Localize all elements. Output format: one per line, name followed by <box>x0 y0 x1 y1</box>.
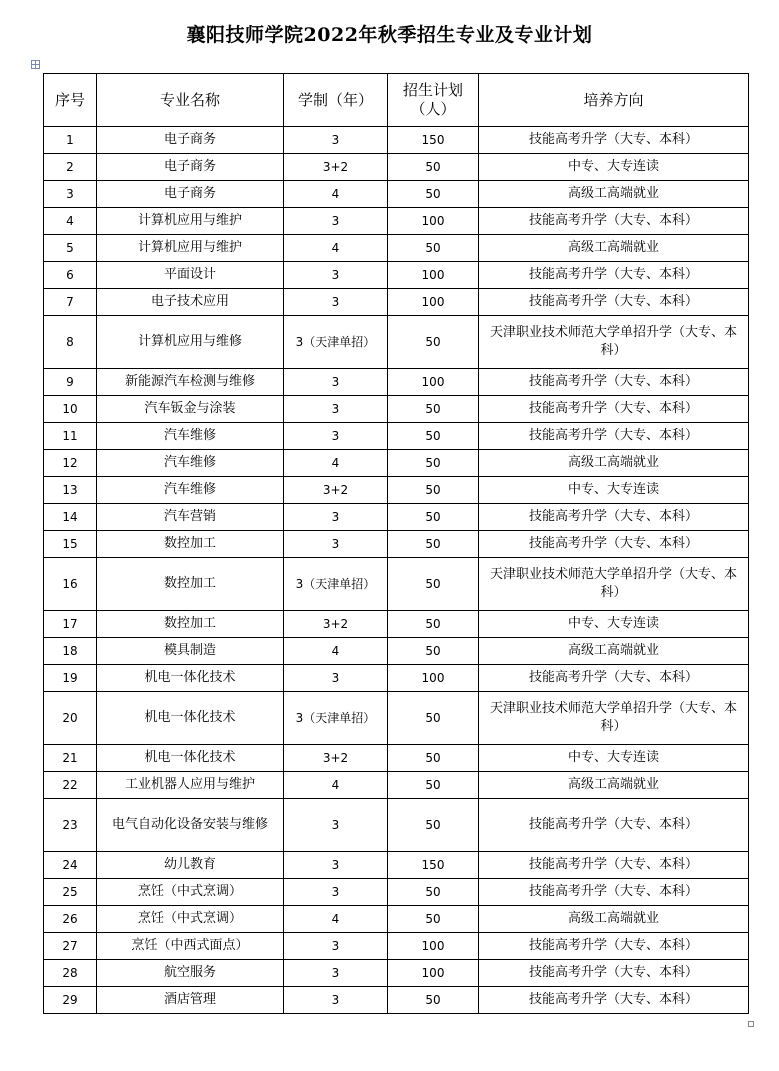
table-body <box>44 127 749 1014</box>
cell-direction: 技能高考升学（大专、本科） <box>479 504 749 531</box>
cell-major: 模具制造 <box>97 638 284 665</box>
cell-quota: 50 <box>388 531 479 558</box>
cell-duration: 3 <box>284 531 388 558</box>
cell-index: 25 <box>44 879 97 906</box>
cell-duration: 4 <box>284 181 388 208</box>
cell-major: 酒店管理 <box>97 987 284 1014</box>
cell-index: 11 <box>44 423 97 450</box>
cell-major: 平面设计 <box>97 262 284 289</box>
cell-quota: 50 <box>388 638 479 665</box>
cell-index: 28 <box>44 960 97 987</box>
cell-direction: 中专、大专连读 <box>479 611 749 638</box>
cell-duration: 3 <box>284 208 388 235</box>
table-row <box>44 208 749 235</box>
cell-index: 13 <box>44 477 97 504</box>
cell-quota: 50 <box>388 879 479 906</box>
cell-quota: 50 <box>388 772 479 799</box>
cell-direction: 技能高考升学（大专、本科） <box>479 852 749 879</box>
header-index: 序号 <box>44 74 97 127</box>
cell-major: 电子技术应用 <box>97 289 284 316</box>
cell-major: 计算机应用与维护 <box>97 235 284 262</box>
cell-major: 电子商务 <box>97 181 284 208</box>
table-row <box>44 879 749 906</box>
cell-major: 数控加工 <box>97 611 284 638</box>
cell-index: 9 <box>44 369 97 396</box>
cell-quota: 50 <box>388 906 479 933</box>
cell-major: 电气自动化设备安装与维修 <box>97 799 284 852</box>
cell-direction: 技能高考升学（大专、本科） <box>479 262 749 289</box>
cell-major: 电子商务 <box>97 154 284 181</box>
table-row <box>44 852 749 879</box>
cell-duration: 3 <box>284 987 388 1014</box>
table-row <box>44 316 749 369</box>
cell-direction: 高级工高端就业 <box>479 906 749 933</box>
table-row <box>44 235 749 262</box>
cell-quota: 100 <box>388 933 479 960</box>
cell-major: 汽车维修 <box>97 423 284 450</box>
table-row <box>44 477 749 504</box>
cell-duration: 4 <box>284 235 388 262</box>
enrollment-plan-table <box>43 73 749 1014</box>
cell-duration: 3 <box>284 289 388 316</box>
cell-quota: 100 <box>388 960 479 987</box>
cell-quota: 50 <box>388 450 479 477</box>
cell-index: 12 <box>44 450 97 477</box>
table-row <box>44 960 749 987</box>
cell-major: 计算机应用与维护 <box>97 208 284 235</box>
cell-index: 5 <box>44 235 97 262</box>
table-row <box>44 531 749 558</box>
cell-quota: 50 <box>388 611 479 638</box>
header-direction: 培养方向 <box>479 74 749 127</box>
cell-direction: 技能高考升学（大专、本科） <box>479 665 749 692</box>
cell-quota: 100 <box>388 369 479 396</box>
cell-index: 2 <box>44 154 97 181</box>
cell-duration: 3+2 <box>284 611 388 638</box>
cell-direction: 天津职业技术师范大学单招升学（大专、本科） <box>479 558 749 611</box>
cell-major: 汽车钣金与涂装 <box>97 396 284 423</box>
table-row <box>44 396 749 423</box>
cell-index: 4 <box>44 208 97 235</box>
cell-direction: 技能高考升学（大专、本科） <box>479 127 749 154</box>
cell-index: 22 <box>44 772 97 799</box>
cell-index: 20 <box>44 692 97 745</box>
header-major: 专业名称 <box>97 74 284 127</box>
cell-quota: 50 <box>388 235 479 262</box>
cell-duration: 3 <box>284 799 388 852</box>
cell-duration: 3 <box>284 262 388 289</box>
cell-direction: 天津职业技术师范大学单招升学（大专、本科） <box>479 692 749 745</box>
table-row <box>44 181 749 208</box>
cell-direction: 高级工高端就业 <box>479 450 749 477</box>
table-row <box>44 933 749 960</box>
cell-direction: 技能高考升学（大专、本科） <box>479 289 749 316</box>
table-row <box>44 154 749 181</box>
page-title: 襄阳技师学院2022年秋季招生专业及专业计划 <box>186 24 593 46</box>
cell-major: 幼儿教育 <box>97 852 284 879</box>
table-move-handle-icon[interactable] <box>31 60 40 69</box>
cell-direction: 技能高考升学（大专、本科） <box>479 208 749 235</box>
header-duration: 学制（年） <box>284 74 388 127</box>
cell-major: 机电一体化技术 <box>97 745 284 772</box>
cell-direction: 技能高考升学（大专、本科） <box>479 879 749 906</box>
cell-quota: 50 <box>388 504 479 531</box>
cell-major: 工业机器人应用与维护 <box>97 772 284 799</box>
cell-index: 7 <box>44 289 97 316</box>
cell-quota: 50 <box>388 396 479 423</box>
table-row <box>44 692 749 745</box>
cell-major: 机电一体化技术 <box>97 665 284 692</box>
cell-major: 烹饪（中式烹调） <box>97 906 284 933</box>
cell-duration: 3 <box>284 369 388 396</box>
cell-quota: 100 <box>388 289 479 316</box>
cell-direction: 技能高考升学（大专、本科） <box>479 369 749 396</box>
cell-major: 新能源汽车检测与维修 <box>97 369 284 396</box>
cell-direction: 技能高考升学（大专、本科） <box>479 531 749 558</box>
cell-direction: 高级工高端就业 <box>479 638 749 665</box>
table-row <box>44 987 749 1014</box>
cell-direction: 技能高考升学（大专、本科） <box>479 423 749 450</box>
cell-major: 烹饪（中式烹调） <box>97 879 284 906</box>
cell-quota: 50 <box>388 423 479 450</box>
cell-direction: 天津职业技术师范大学单招升学（大专、本科） <box>479 316 749 369</box>
cell-direction: 高级工高端就业 <box>479 235 749 262</box>
table-row <box>44 450 749 477</box>
cell-quota: 100 <box>388 262 479 289</box>
table-row <box>44 799 749 852</box>
cell-major: 数控加工 <box>97 531 284 558</box>
cell-duration: 4 <box>284 450 388 477</box>
table-row <box>44 906 749 933</box>
cell-index: 10 <box>44 396 97 423</box>
cell-index: 19 <box>44 665 97 692</box>
table-row <box>44 772 749 799</box>
cell-duration: 4 <box>284 638 388 665</box>
cell-index: 17 <box>44 611 97 638</box>
cell-index: 24 <box>44 852 97 879</box>
cell-major: 机电一体化技术 <box>97 692 284 745</box>
cell-index: 27 <box>44 933 97 960</box>
cell-duration: 3+2 <box>284 745 388 772</box>
cell-index: 8 <box>44 316 97 369</box>
cell-duration: 3 <box>284 504 388 531</box>
cell-quota: 50 <box>388 558 479 611</box>
cell-direction: 中专、大专连读 <box>479 745 749 772</box>
table-row <box>44 369 749 396</box>
table-row <box>44 262 749 289</box>
cell-quota: 50 <box>388 477 479 504</box>
cell-index: 18 <box>44 638 97 665</box>
cell-major: 航空服务 <box>97 960 284 987</box>
cell-quota: 50 <box>388 181 479 208</box>
cell-direction: 技能高考升学（大专、本科） <box>479 799 749 852</box>
cell-quota: 150 <box>388 127 479 154</box>
cell-index: 21 <box>44 745 97 772</box>
cell-quota: 50 <box>388 799 479 852</box>
cell-major: 烹饪（中西式面点） <box>97 933 284 960</box>
cell-quota: 50 <box>388 692 479 745</box>
cell-quota: 100 <box>388 208 479 235</box>
cell-major: 汽车维修 <box>97 477 284 504</box>
cell-index: 6 <box>44 262 97 289</box>
cell-direction: 技能高考升学（大专、本科） <box>479 396 749 423</box>
table-row <box>44 423 749 450</box>
cell-duration: 3（天津单招） <box>284 692 388 745</box>
cell-duration: 3 <box>284 423 388 450</box>
cell-index: 29 <box>44 987 97 1014</box>
cell-quota: 50 <box>388 154 479 181</box>
table-row <box>44 611 749 638</box>
cell-direction: 中专、大专连读 <box>479 477 749 504</box>
cell-major: 电子商务 <box>97 127 284 154</box>
cell-index: 16 <box>44 558 97 611</box>
table-row <box>44 127 749 154</box>
cell-duration: 3+2 <box>284 477 388 504</box>
cell-index: 23 <box>44 799 97 852</box>
cell-duration: 3（天津单招） <box>284 558 388 611</box>
cell-direction: 中专、大专连读 <box>479 154 749 181</box>
cell-index: 1 <box>44 127 97 154</box>
table-row <box>44 745 749 772</box>
cell-duration: 3 <box>284 960 388 987</box>
cell-quota: 50 <box>388 987 479 1014</box>
table-row <box>44 289 749 316</box>
cell-duration: 3 <box>284 127 388 154</box>
table-row <box>44 638 749 665</box>
table-resize-handle-icon[interactable] <box>748 1021 754 1027</box>
cell-quota: 50 <box>388 745 479 772</box>
cell-major: 数控加工 <box>97 558 284 611</box>
cell-index: 15 <box>44 531 97 558</box>
cell-direction: 高级工高端就业 <box>479 181 749 208</box>
cell-duration: 4 <box>284 906 388 933</box>
cell-major: 汽车营销 <box>97 504 284 531</box>
cell-duration: 3（天津单招） <box>284 316 388 369</box>
header-quota: 招生计划（人） <box>388 74 479 127</box>
cell-duration: 3 <box>284 879 388 906</box>
cell-direction: 高级工高端就业 <box>479 772 749 799</box>
cell-index: 26 <box>44 906 97 933</box>
cell-direction: 技能高考升学（大专、本科） <box>479 960 749 987</box>
cell-duration: 3 <box>284 933 388 960</box>
table-row <box>44 558 749 611</box>
cell-duration: 3 <box>284 852 388 879</box>
cell-duration: 3 <box>284 665 388 692</box>
cell-direction: 技能高考升学（大专、本科） <box>479 987 749 1014</box>
cell-major: 汽车维修 <box>97 450 284 477</box>
table-header-row <box>44 74 749 127</box>
cell-index: 3 <box>44 181 97 208</box>
table-row <box>44 504 749 531</box>
cell-duration: 4 <box>284 772 388 799</box>
cell-direction: 技能高考升学（大专、本科） <box>479 933 749 960</box>
cell-duration: 3+2 <box>284 154 388 181</box>
cell-quota: 50 <box>388 316 479 369</box>
cell-quota: 150 <box>388 852 479 879</box>
table-row <box>44 665 749 692</box>
cell-index: 14 <box>44 504 97 531</box>
cell-major: 计算机应用与维修 <box>97 316 284 369</box>
cell-duration: 3 <box>284 396 388 423</box>
cell-quota: 100 <box>388 665 479 692</box>
